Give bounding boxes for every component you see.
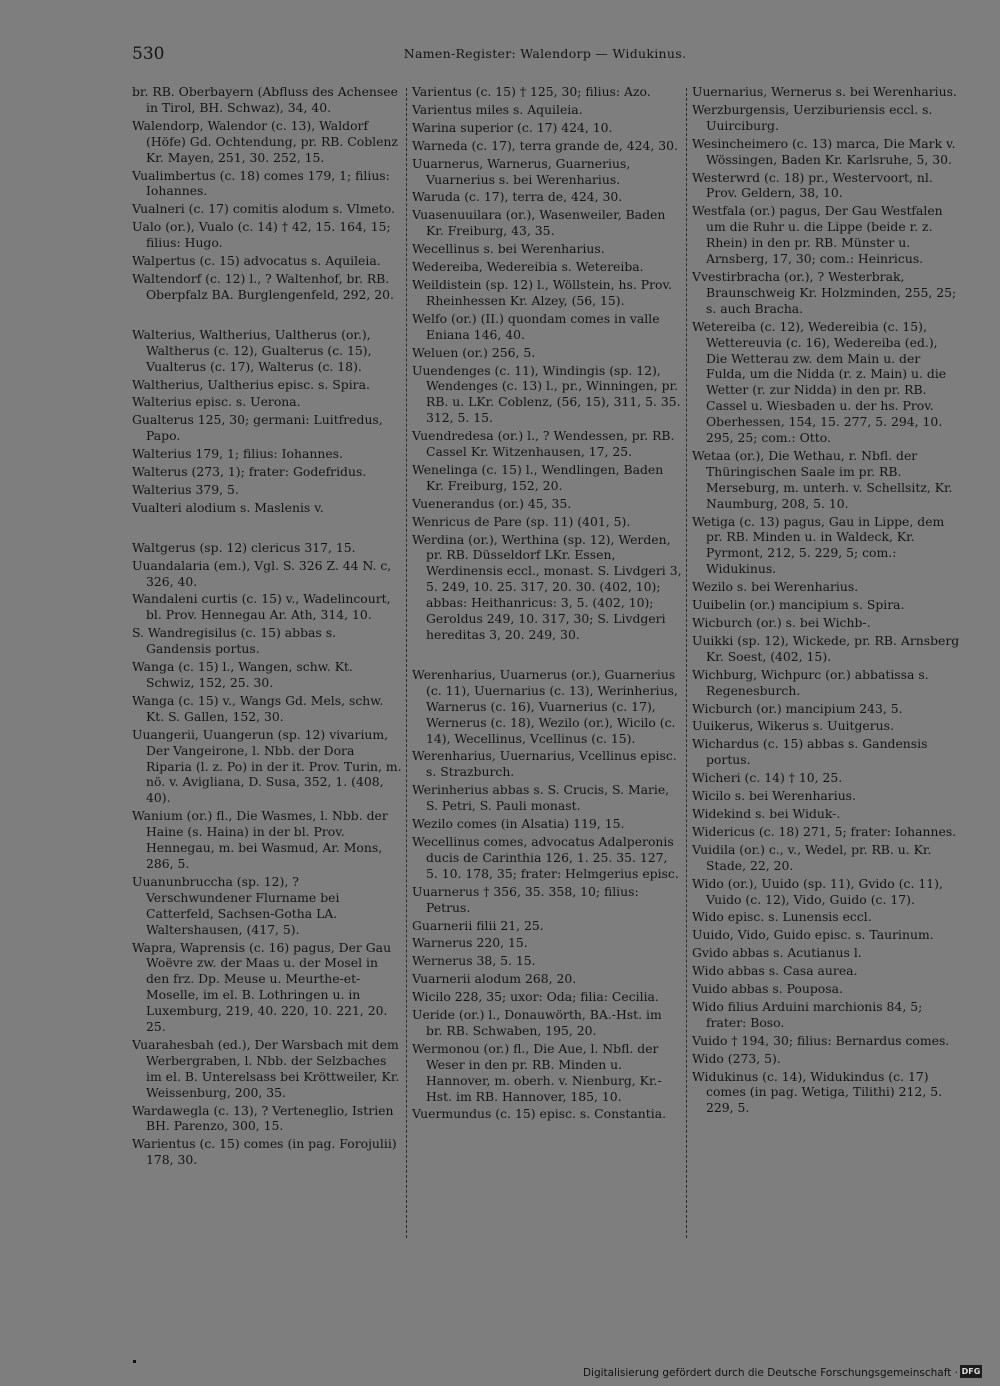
index-entry: Wezilo comes (in Alsatia) 119, 15. <box>412 816 625 832</box>
index-entry: br. RB. Oberbayern (Abfluss des Achensee in Tirol, BH. Schwaz), 34, 40. <box>132 84 398 115</box>
index-entry: Warientus (c. 15) comes (in pag. Forojulii) 178, 30. <box>132 1136 397 1168</box>
digitization-credit: Digitalisierung gefördert durch die Deutsche Forschungsgemeinschaft · <box>582 1367 958 1379</box>
index-entry: Uuikki (sp. 12), Wickede, pr. RB. Arnsberg Kr. Soest, (402, 15). <box>692 632 960 664</box>
column-divider <box>686 88 687 1238</box>
index-entry: Welfo (or.) (II.) quondam comes in valle Eniana 146, 40. <box>412 310 660 342</box>
index-column-1 <box>132 84 402 1170</box>
index-entry: S. Wandregisilus (c. 15) abbas s. Gandensis portus. <box>132 625 337 657</box>
index-entry: Wardawegla (c. 13), ? Verteneglio, Istrien BH. Parenzo, 300, 15. <box>132 1102 394 1134</box>
index-entry: Wido abbas s. Casa aurea. <box>692 963 858 979</box>
index-entry: Ueride (or.) l., Donauwörth, BA.-Hst. im br. RB. Schwaben, 195, 20. <box>412 1007 662 1038</box>
index-entry: Wido episc. s. Lunensis eccl. <box>692 909 872 925</box>
index-entry: Vvestirbracha (or.), ? Westerbrak, Braunschweig Kr. Holzminden, 255, 25; s. auch Bracha. <box>692 268 957 316</box>
index-entry: Widericus (c. 18) 271, 5; frater: Iohannes. <box>692 823 957 839</box>
index-entry: Vuendredesa (or.) l., ? Wendessen, pr. RB. Cassel Kr. Witzenhausen, 17, 25. <box>412 428 675 460</box>
index-entry: Waltendorf (c. 12) l., ? Waltenhof, br. RB. Oberpfalz BA. Burglengenfeld, 292, 20. <box>132 270 394 302</box>
index-entry: Weluen (or.) 256, 5. <box>412 344 536 360</box>
index-entry: Walterius 379, 5. <box>132 481 239 497</box>
index-entry: Widukinus (c. 14), Widukindus (c. 17) comes (in pag. Wetiga, Tilithi) 212, 5. 229, 5. <box>692 1068 943 1116</box>
index-entry: Wecellinus comes, advocatus Adalperonis ducis de Carinthia 126, 1. 25. 35. 127, 5. 10. 178, 35; frater: Helmgerius episc. <box>412 833 679 881</box>
index-entry: Waruda (c. 17), terra de, 424, 30. <box>412 189 623 205</box>
index-entry: Gualterus 125, 30; germani: Luitfredus, Papo. <box>132 412 383 444</box>
index-entry: Waltgerus (sp. 12) clericus 317, 15. <box>132 539 356 555</box>
index-entry: Widekind s. bei Widuk-. <box>692 805 841 821</box>
index-entry: Uuarnerus, Warnerus, Guarnerius, Vuarnerius s. bei Werenharius. <box>412 155 631 187</box>
index-entry: Vuenerandus (or.) 45, 35. <box>412 495 572 511</box>
index-entry: Werzburgensis, Uerziburiensis eccl. s. Uuirciburg. <box>692 101 933 133</box>
index-entry: Wapra, Waprensis (c. 16) pagus, Der Gau Woëvre zw. der Maas u. der Mosel in den frz. Dp. Meuse u. Meurthe-et-Moselle, im el. B. Lothringen u. in Luxemburg, 219, 40. 220, 10. 221, 20. 25. <box>132 939 392 1035</box>
index-entry: Uuarnerus † 356, 35. 358, 10; filius: Petrus. <box>412 883 639 915</box>
index-entry: Wetiga (c. 13) pagus, Gau in Lippe, dem pr. RB. Minden u. in Waldeck, Kr. Pyrmont, 212, 5. 229, 5; com.: Widukinus. <box>692 513 945 577</box>
index-entry: Wido (273, 5). <box>692 1050 781 1066</box>
index-entry: Uuibelin (or.) mancipium s. Spira. <box>692 597 905 613</box>
index-entry: Wido filius Arduini marchionis 84, 5; frater: Boso. <box>692 998 923 1030</box>
index-entry: Wedereiba, Wedereibia s. Wetereiba. <box>412 259 644 275</box>
index-entry: Werinherius abbas s. S. Crucis, S. Marie, S. Petri, S. Pauli monast. <box>412 782 670 814</box>
index-entry: Vualneri (c. 17) comitis alodum s. Vlmeto. <box>132 201 395 217</box>
index-entry: Vuasenuuilara (or.), Wasenweiler, Baden Kr. Freiburg, 43, 35. <box>412 207 666 239</box>
index-entry: Wezilo s. bei Werenharius. <box>692 579 859 595</box>
index-entry: Uuandalaria (em.), Vgl. S. 326 Z. 44 N. c, 326, 40. <box>132 557 392 589</box>
index-entry: Wesincheimero (c. 13) marca, Die Mark v. Wössingen, Baden Kr. Karlsruhe, 5, 30. <box>692 135 956 167</box>
index-entry: Walterius 179, 1; filius: Iohannes. <box>132 446 343 462</box>
index-entry: Vuido † 194, 30; filius: Bernardus comes. <box>692 1032 950 1048</box>
index-entry: Ualo (or.), Vualo (c. 14) † 42, 15. 164, 15; filius: Hugo. <box>132 219 391 251</box>
index-entry: Wicburch (or.) mancipium 243, 5. <box>692 700 903 716</box>
column-divider <box>406 88 407 1238</box>
index-entry: Werenharius, Uuernarius, Vcellinus episc. s. Strazburch. <box>412 748 677 780</box>
index-entry: Wecellinus s. bei Werenharius. <box>412 241 605 257</box>
index-entry: Wanga (c. 15) v., Wangs Gd. Mels, schw. Kt. S. Gallen, 152, 30. <box>132 692 384 724</box>
index-entry: Westfala (or.) pagus, Der Gau Westfalen um die Ruhr u. die Lippe (beide r. z. Rhein) in den pr. RB. Münster u. Arnsberg, 17, 30; com.: Heinricus. <box>692 203 943 267</box>
index-entry: Guarnerii filii 21, 25. <box>412 917 544 933</box>
index-entry: Vuarahesbah (ed.), Der Warsbach mit dem Werbergraben, l. Nbb. der Selzbaches im el. B. Unterelsass bei Kröttweiler, Kr. Weissenburg, 200, 35. <box>132 1036 400 1100</box>
index-entry: Weildistein (sp. 12) l., Wöllstein, hs. Prov. Rheinhessen Kr. Alzey, (56, 15). <box>412 276 672 308</box>
index-entry: Walpertus (c. 15) advocatus s. Aquileia. <box>132 253 381 269</box>
index-entry: Uuikerus, Wikerus s. Uuitgerus. <box>692 718 894 734</box>
index-entry: Uuangerii, Uuangerun (sp. 12) vivarium, Der Vangeirone, l. Nbb. der Dora Riparia (l. z. Po) in der it. Prov. Turin, m. nö. v. Avigliana, D. Susa, 352, 1. (408, 40). <box>132 726 402 806</box>
index-entry: Wermonou (or.) fl., Die Aue, l. Nbfl. der Weser in den pr. RB. Minden u. Hannover, m. oberh. v. Nienburg, Kr.-Hst. im RB. Hannover, 185, 10. <box>412 1040 662 1104</box>
index-entry: Uuido, Vido, Guido episc. s. Taurinum. <box>692 927 934 943</box>
index-entry: Walterius episc. s. Uerona. <box>132 394 301 410</box>
page-number: 530 <box>132 44 165 64</box>
index-entry: Wenelinga (c. 15) l., Wendlingen, Baden Kr. Freiburg, 152, 20. <box>412 461 664 493</box>
index-entry: Vuermundus (c. 15) episc. s. Constantia. <box>412 1106 667 1122</box>
index-entry: Vuarnerii alodum 268, 20. <box>412 971 577 987</box>
index-entry: Wicburch (or.) s. bei Wichb-. <box>692 615 871 630</box>
index-entry: Uuendenges (c. 11), Windingis (sp. 12), Wendenges (c. 13) l., pr., Winningen, pr. RB. u. LKr. Coblenz, (56, 15), 311, 5. 35. 312, 5. 15. <box>412 362 681 426</box>
index-entry: Vualimbertus (c. 18) comes 179, 1; filius: Iohannes. <box>132 167 390 199</box>
index-entry: Westerwrd (c. 18) pr., Westervoort, nl. Prov. Geldern, 38, 10. <box>692 169 933 201</box>
index-entry: Warneda (c. 17), terra grande de, 424, 30. <box>412 137 678 153</box>
index-entry: Wernerus 38, 5. 15. <box>412 953 536 969</box>
index-entry: Uuernarius, Wernerus s. bei Werenharius. <box>692 84 957 99</box>
dfg-logo: DFG <box>961 1367 981 1376</box>
index-entry: Wicilo 228, 35; uxor: Oda; filia: Cecilia. <box>412 989 659 1005</box>
index-entry: Wenricus de Pare (sp. 11) (401, 5). <box>412 513 631 529</box>
index-entry: Werenharius, Uuarnerus (or.), Guarnerius (c. 11), Uuernarius (c. 13), Werinherius, Warnerus (c. 16), Vuarnerius (c. 17), Wernerus (c. 18), Wezilo (or.), Wicilo (c. 14), Wecellinus, Vcellinus (c. 15). <box>412 666 678 746</box>
index-entry: Varientus miles s. Aquileia. <box>412 101 583 117</box>
index-entry: Vualteri alodium s. Maslenis v. <box>132 499 324 515</box>
index-entry: Wicheri (c. 14) † 10, 25. <box>692 770 843 786</box>
index-entry: Wichburg, Wichpurc (or.) abbatissa s. Regenesburch. <box>692 666 929 698</box>
index-entry: Vuidila (or.) c., v., Wedel, pr. RB. u. Kr. Stade, 22, 20. <box>692 841 932 873</box>
index-entry: Wichardus (c. 15) abbas s. Gandensis portus. <box>692 736 928 768</box>
index-entry: Wetaa (or.), Die Wethau, r. Nbfl. der Thüringischen Saale im pr. RB. Merseburg, m. unterh. v. Schellsitz, Kr. Naumburg, 208, 5. 10. <box>692 447 953 511</box>
index-entry: Walendorp, Walendor (c. 13), Waldorf (Höfe) Gd. Ochtendung, pr. RB. Coblenz Kr. Mayen, 251, 30. 252, 15. <box>132 117 398 165</box>
index-entry: Warina superior (c. 17) 424, 10. <box>412 119 613 135</box>
index-column-2 <box>412 84 682 1124</box>
index-entry: Uuanunbruccha (sp. 12), ? Verschwundener Flurname bei Catterfeld, Sachsen-Gotha LA. Waltershausen, (417, 5). <box>132 873 340 937</box>
index-entry: Walterius, Waltherius, Ualtherus (or.), Waltherus (c. 12), Gualterus (c. 15), Vualterus (c. 17), Walterus (c. 18). <box>132 326 372 374</box>
page-header <box>130 44 960 68</box>
index-entry: Warnerus 220, 15. <box>412 935 528 951</box>
index-entry: Wido (or.), Uuido (sp. 11), Gvido (c. 11), Vuido (c. 12), Vido, Guido (c. 17). <box>692 875 943 907</box>
index-entry: Wanium (or.) fl., Die Wasmes, l. Nbb. der Haine (s. Haina) in der bl. Prov. Hennegau, m. bei Wasmud, Ar. Mons, 286, 5. <box>132 808 388 871</box>
index-entry: Vuido abbas s. Pouposa. <box>692 981 843 997</box>
index-entry: Varientus (c. 15) † 125, 30; filius: Azo. <box>412 84 651 99</box>
running-title: Namen-Register: Walendorp — Widukinus. <box>403 46 687 61</box>
index-entry: Gvido abbas s. Acutianus l. <box>692 945 862 961</box>
index-entry: Werdina (or.), Werthina (sp. 12), Werden, pr. RB. Düsseldorf LKr. Essen, Werdinensis eccl., monast. S. Livdgeri 3, 5. 249, 10. 25. 317, 20. 30. (402, 10); abbas: Heithanricus: 3, 5. (402, 10); Geroldus 249, 10. 317, 30; S. Livdgeri hereditas 3, 20. 249, 30. <box>412 531 682 642</box>
index-entry: Wicilo s. bei Werenharius. <box>692 788 856 804</box>
index-entry: Walterus (273, 1); frater: Godefridus. <box>132 464 367 480</box>
index-column-3 <box>692 84 962 1118</box>
index-entry: Wanga (c. 15) l., Wangen, schw. Kt. Schwiz, 152, 25. 30. <box>132 659 353 690</box>
page-mark <box>133 1360 136 1363</box>
index-entry: Waltherius, Ualtherius episc. s. Spira. <box>132 376 370 392</box>
index-entry: Wandaleni curtis (c. 15) v., Wadelincourt, bl. Prov. Hennegau Ar. Ath, 314, 10. <box>132 591 391 623</box>
index-entry: Wetereiba (c. 12), Wedereibia (c. 15), Wettereuvia (c. 16), Wedereiba (ed.), Die Wetterau zw. dem Main u. der Fulda, um die Nidda (r. z. Main) u. die Wetter (r. zur Nidda) in den pr. RB. Cassel u. Wiesbaden u. der hs. Prov. Oberhessen, 154, 15. 277, 5. 294, 10. 295, 25; com.: Otto. <box>692 318 947 446</box>
